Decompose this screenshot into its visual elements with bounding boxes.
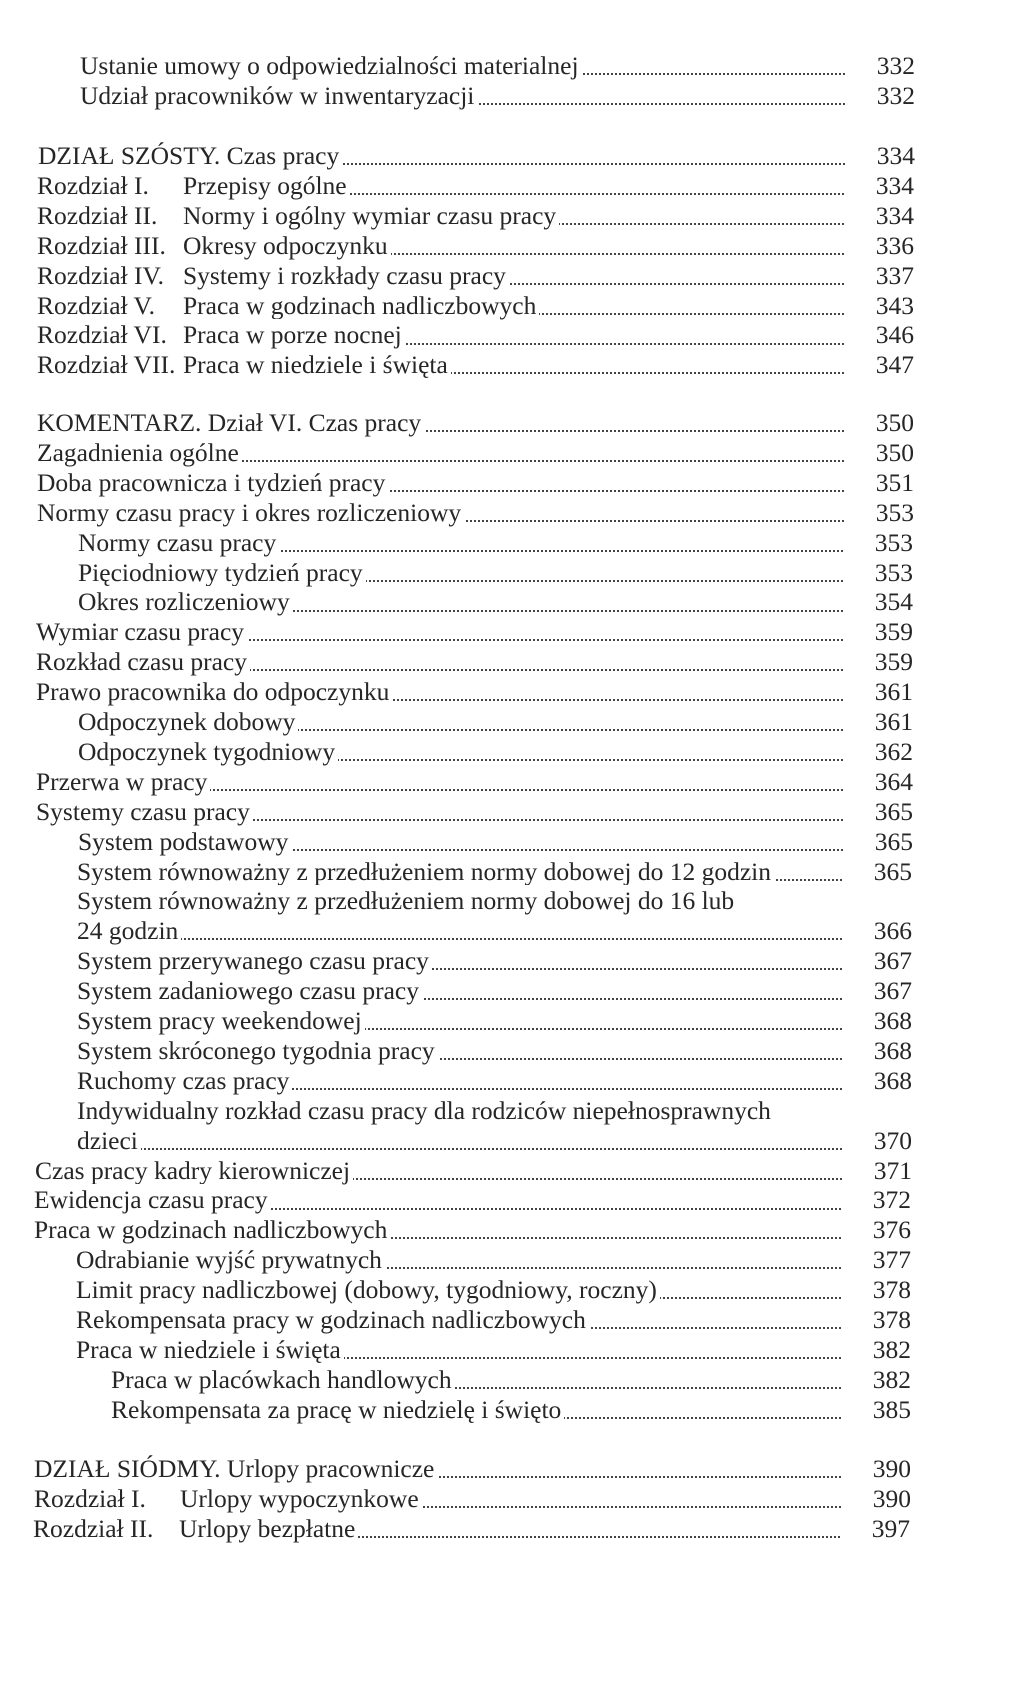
page-number: 332 bbox=[867, 80, 915, 112]
toc-entry-title: Systemy i rozkłady czasu pracy bbox=[183, 260, 506, 290]
chapter-number: Rozdział I. bbox=[37, 170, 149, 200]
page-number: 365 bbox=[864, 856, 912, 888]
page-number: 397 bbox=[862, 1513, 910, 1545]
page-number: 332 bbox=[867, 50, 915, 82]
page-number: 343 bbox=[866, 290, 914, 322]
page-number: 372 bbox=[863, 1184, 911, 1216]
page-number: 353 bbox=[865, 527, 913, 559]
page-number: 350 bbox=[866, 437, 914, 469]
toc-entry-title: Ruchomy czas pracy bbox=[77, 1065, 290, 1095]
page-number: 368 bbox=[864, 1035, 912, 1067]
toc-entry-title: System zadaniowego czasu pracy bbox=[77, 976, 419, 1006]
toc-entry bbox=[0, 1513, 1032, 1545]
toc-entry-title: Normy czasu pracy i okres rozliczeniowy bbox=[37, 497, 462, 527]
page-number: 370 bbox=[864, 1125, 912, 1157]
toc-entry-title: KOMENTARZ. Dział VI. Czas pracy bbox=[37, 408, 422, 437]
toc-entry-title: System równoważny z przedłużeniem normy dobowej do 12 godzin bbox=[77, 856, 772, 886]
toc-entry-title: Okres rozliczeniowy bbox=[78, 587, 290, 617]
page-number: 377 bbox=[863, 1244, 911, 1276]
page-number: 346 bbox=[866, 319, 914, 351]
page-number: 359 bbox=[865, 616, 913, 648]
toc-entry-title: System skróconego tygodnia pracy bbox=[77, 1035, 435, 1065]
toc-entry-title: Prawo pracownika do odpoczynku bbox=[36, 677, 390, 707]
toc-entry-title: Pięciodniowy tydzień pracy bbox=[78, 557, 363, 587]
chapter-number: Rozdział II. bbox=[37, 200, 158, 230]
chapter-number: Rozdział IV. bbox=[37, 260, 165, 290]
toc-entry-title: Praca w niedziele i święta bbox=[183, 350, 448, 380]
page-number: 337 bbox=[866, 260, 914, 292]
toc-entry bbox=[0, 856, 1032, 888]
toc-entry-title: Normy czasu pracy bbox=[78, 527, 277, 557]
toc-entry-title: Okresy odpoczynku bbox=[183, 230, 388, 260]
page-number: 350 bbox=[866, 407, 914, 439]
toc-entry-title: dzieci bbox=[77, 1125, 138, 1155]
page-number: 366 bbox=[864, 915, 912, 947]
toc-entry-title: DZIAŁ SZÓSTY. Czas pracy bbox=[38, 141, 340, 170]
toc-entry-label bbox=[37, 349, 451, 381]
page-number: 353 bbox=[865, 557, 913, 589]
page-number: 361 bbox=[865, 706, 913, 738]
page-number: 371 bbox=[864, 1155, 912, 1187]
toc-entry-title: Rekompensata za pracę w niedzielę i święto bbox=[111, 1394, 562, 1424]
toc-entry-label bbox=[77, 1065, 292, 1097]
page-number: 361 bbox=[865, 676, 913, 708]
toc-entry bbox=[0, 80, 1032, 112]
page-number: 368 bbox=[864, 1005, 912, 1037]
toc-entry-title: System pracy weekendowej bbox=[77, 1006, 362, 1035]
toc-entry-title: Doba pracownicza i tydzień pracy bbox=[37, 467, 386, 497]
page-number: 365 bbox=[865, 826, 913, 858]
chapter-number: Rozdział V. bbox=[37, 290, 156, 320]
page-number: 365 bbox=[865, 796, 913, 828]
toc-entry-title: Wymiar czasu pracy bbox=[36, 617, 245, 647]
toc-entry-title: Odpoczynek dobowy bbox=[78, 707, 296, 736]
page-number: 362 bbox=[865, 736, 913, 768]
toc-entry-title: Czas pracy kadry kierowniczej bbox=[35, 1155, 351, 1185]
toc-entry-title: System podstawowy bbox=[78, 826, 289, 856]
toc-entry-title: Przepisy ogólne bbox=[183, 170, 347, 200]
toc-entry-title: Indywidualny rozkład czasu pracy dla rodziców niepełnosprawnych bbox=[77, 1095, 771, 1125]
toc-entry-label bbox=[80, 80, 477, 112]
toc-entry-title: Limit pracy nadliczbowej (dobowy, tygodniowy, roczny) bbox=[76, 1275, 657, 1305]
toc-entry bbox=[0, 1065, 1032, 1097]
toc-entry-title: Praca w porze nocnej bbox=[183, 320, 402, 350]
toc-entry-title: Systemy czasu pracy bbox=[36, 796, 250, 826]
toc-entry bbox=[0, 349, 1032, 381]
chapter-number: Rozdział VI. bbox=[37, 320, 167, 350]
toc-entry-title: Odpoczynek tygodniowy bbox=[78, 736, 336, 766]
page-number: 336 bbox=[866, 230, 914, 262]
chapter-number: Rozdział II. bbox=[33, 1513, 154, 1543]
page-number: 368 bbox=[864, 1065, 912, 1097]
page-number: 334 bbox=[867, 140, 915, 172]
toc-entry-title: Przerwa w pracy bbox=[36, 766, 208, 796]
toc-entry-title: Ewidencja czasu pracy bbox=[34, 1185, 268, 1215]
toc-entry-title: Praca w placówkach handlowych bbox=[111, 1364, 452, 1394]
toc-entry-title: 24 godzin bbox=[77, 916, 179, 946]
page-number: 378 bbox=[863, 1304, 911, 1336]
toc-entry-title: Udział pracowników w inwentaryzacji bbox=[80, 80, 475, 110]
toc-entry bbox=[0, 1394, 1032, 1426]
page-number: 382 bbox=[863, 1334, 911, 1366]
page-number: 364 bbox=[865, 766, 913, 798]
toc-entry-title: Normy i ogólny wymiar czasu pracy bbox=[183, 200, 557, 230]
page-number: 359 bbox=[865, 646, 913, 678]
chapter-number: Rozdział I. bbox=[34, 1483, 146, 1513]
toc-entry-label bbox=[33, 1513, 358, 1545]
toc-entry-title: Rekompensata pracy w godzinach nadliczbowych bbox=[76, 1305, 586, 1334]
page-number: 347 bbox=[866, 349, 914, 381]
toc-entry-title: DZIAŁ SIÓDMY. Urlopy pracownicze bbox=[34, 1454, 435, 1483]
page-number: 385 bbox=[863, 1394, 911, 1426]
chapter-number: Rozdział VII. bbox=[37, 350, 176, 380]
toc-entry-title: Rozkład czasu pracy bbox=[36, 647, 247, 677]
page-number: 353 bbox=[866, 497, 914, 529]
page-number: 367 bbox=[864, 975, 912, 1007]
toc-entry-title: Odrabianie wyjść prywatnych bbox=[76, 1245, 382, 1275]
toc-entry-title: System równoważny z przedłużeniem normy dobowej do 16 lub bbox=[77, 886, 735, 916]
toc-entry-title: Praca w godzinach nadliczbowych bbox=[183, 290, 537, 320]
page-number: 334 bbox=[866, 200, 914, 232]
page-number: 367 bbox=[864, 945, 912, 977]
toc-entry-label bbox=[77, 856, 774, 888]
toc-entry-title: Urlopy wypoczynkowe bbox=[180, 1483, 419, 1513]
toc-entry-title: Urlopy bezpłatne bbox=[179, 1513, 356, 1543]
toc-entry-label bbox=[111, 1394, 564, 1426]
page-number: 378 bbox=[863, 1274, 911, 1306]
toc-entry-title: Praca w godzinach nadliczbowych bbox=[34, 1215, 388, 1245]
toc-entry-title: Praca w niedziele i święta bbox=[76, 1334, 341, 1364]
chapter-number: Rozdział III. bbox=[37, 230, 166, 260]
toc-entry-title: System przerywanego czasu pracy bbox=[77, 946, 429, 976]
page-number: 390 bbox=[863, 1453, 911, 1485]
page-number: 351 bbox=[866, 467, 914, 499]
page-number: 334 bbox=[866, 170, 914, 202]
page-number: 354 bbox=[865, 586, 913, 618]
toc-entry-title: Ustanie umowy o odpowiedzialności materialnej bbox=[80, 51, 579, 80]
page-number: 390 bbox=[863, 1483, 911, 1515]
toc-entry-title: Zagadnienia ogólne bbox=[37, 437, 239, 467]
page-number: 382 bbox=[863, 1364, 911, 1396]
page-number: 376 bbox=[863, 1214, 911, 1246]
